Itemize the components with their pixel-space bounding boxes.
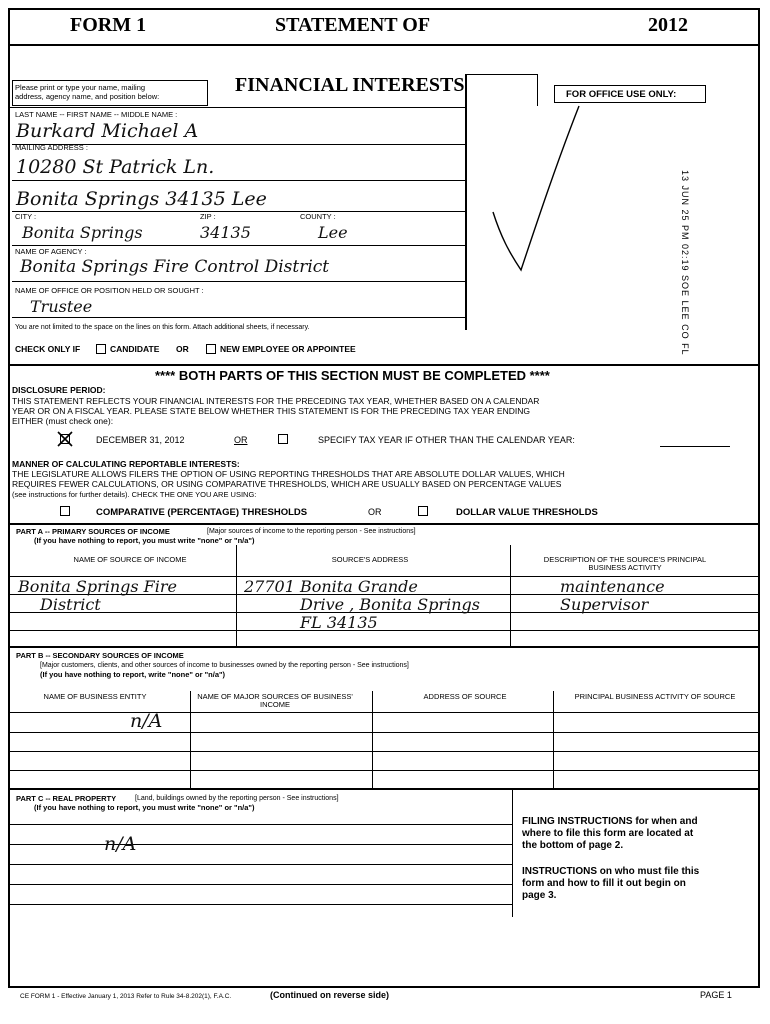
- part-b-entry: n/A: [130, 710, 163, 732]
- office-label: NAME OF OFFICE OR POSITION HELD OR SOUGHT :: [15, 286, 204, 295]
- part-b-col-sep-1: [190, 691, 191, 788]
- print-instruction-2: address, agency name, and position below:: [15, 92, 160, 101]
- part-b-col4-header: PRINCIPAL BUSINESS ACTIVITY OF SOURCE: [574, 692, 736, 701]
- part-b-title: PART B -- SECONDARY SOURCES OF INCOME: [16, 651, 184, 660]
- dollar-value-checkbox[interactable]: [418, 506, 428, 516]
- dollar-value-label: DOLLAR VALUE THRESHOLDS: [456, 507, 598, 518]
- part-c-row-rule-5: [10, 904, 512, 905]
- footer-page-number: PAGE 1: [700, 990, 732, 1000]
- city-label: CITY :: [15, 212, 37, 221]
- form-title-line1: STATEMENT OF: [275, 14, 431, 36]
- header-rule: [8, 44, 760, 46]
- specify-year-field[interactable]: [660, 446, 730, 447]
- agency-underline: [12, 281, 465, 282]
- county-value: Lee: [318, 223, 348, 242]
- specify-year-label: SPECIFY TAX YEAR IF OTHER THAN THE CALENDAR YEAR:: [318, 435, 575, 445]
- part-c-top-rule: [8, 788, 760, 790]
- part-c-row-rule-1: [10, 824, 512, 825]
- disclosure-text-1: THIS STATEMENT REFLECTS YOUR FINANCIAL INTERESTS FOR THE PRECEDING TAX YEAR, WHETHER BASED ON A CALENDAR: [12, 396, 540, 406]
- part-a-row1-address: 27701 Bonita Grande: [244, 577, 418, 596]
- part-a-row2-name: District: [40, 595, 101, 614]
- part-c-row-rule-3: [10, 864, 512, 865]
- part-b-row-rule-3: [10, 751, 758, 752]
- part-b-col-sep-2: [372, 691, 373, 788]
- zip-value: 34135: [200, 223, 251, 242]
- part-c-row-rule-4: [10, 884, 512, 885]
- filing-instructions: FILING INSTRUCTIONS for when and where to file this form are located at the bottom of page 2.: [522, 816, 698, 851]
- city-underline: [12, 245, 465, 246]
- check-only-label: CHECK ONLY IF: [15, 344, 81, 354]
- manner-text-3: (see instructions for further details). CHECK THE ONE YOU ARE USING:: [12, 490, 257, 499]
- specify-year-checkbox[interactable]: [278, 434, 288, 444]
- part-a-row2-address: Drive , Bonita Springs: [300, 595, 480, 614]
- mailing-value: 10280 St Patrick Ln.: [16, 156, 215, 178]
- name-label: LAST NAME -- FIRST NAME -- MIDDLE NAME :: [15, 110, 178, 119]
- period-or-label: OR: [234, 435, 248, 445]
- disclosure-text-2: YEAR OR ON A FISCAL YEAR. PLEASE STATE BELOW WHETHER THIS STATEMENT IS FOR THE PRECEDING TAX YEAR ENDING: [12, 406, 530, 416]
- part-c-instructions-sep: [512, 788, 513, 917]
- footer-form-ref: CE FORM 1 - Effective January 1, 2013 Refer to Rule 34-8.202(1), F.A.C.: [20, 993, 232, 1000]
- part-b-col-sep-3: [553, 691, 554, 788]
- part-a-top-rule: [8, 523, 760, 525]
- part-a-col3-header: DESCRIPTION OF THE SOURCE'S PRINCIPAL BUSINESS ACTIVITY: [543, 555, 707, 572]
- zip-label: ZIP :: [200, 212, 216, 221]
- dec31-check-mark: [56, 430, 74, 448]
- comparative-label: COMPARATIVE (PERCENTAGE) THRESHOLDS: [96, 507, 308, 518]
- part-b-top-rule: [8, 646, 760, 648]
- mailing-underline: [12, 180, 465, 181]
- agency-value: Bonita Springs Fire Control District: [20, 257, 330, 277]
- mailing-label: MAILING ADDRESS :: [15, 143, 88, 152]
- part-a-row-rule-4: [10, 630, 758, 631]
- agency-label: NAME OF AGENCY :: [15, 247, 87, 256]
- threshold-or-label: OR: [368, 507, 382, 517]
- disclosure-title: DISCLOSURE PERIOD:: [12, 385, 106, 395]
- form-id: FORM 1: [70, 14, 147, 36]
- manner-title: MANNER OF CALCULATING REPORTABLE INTERESTS:: [12, 459, 240, 469]
- office-use-label: FOR OFFICE USE ONLY:: [566, 89, 677, 100]
- part-b-col2-header: NAME OF MAJOR SOURCES OF BUSINESS' INCOME: [197, 692, 353, 709]
- disclosure-text-3: EITHER (must check one):: [12, 416, 114, 426]
- part-a-col1-header: NAME OF SOURCE OF INCOME: [73, 555, 187, 564]
- section-top-rule: [8, 364, 760, 366]
- identity-right-rule: [465, 74, 467, 330]
- name-value: Burkard Michael A: [16, 120, 199, 142]
- part-a-subnote: (If you have nothing to report, you must write "none" or "n/a"): [34, 536, 255, 545]
- dec31-label: DECEMBER 31, 2012: [96, 435, 185, 445]
- part-c-title: PART C -- REAL PROPERTY: [16, 794, 117, 803]
- received-stamp: 13 JUN 25 PM 02:19 SOE LEE CO FL: [680, 170, 690, 356]
- who-must-file-instructions: INSTRUCTIONS on who must file this form and how to fill it out begin on page 3.: [522, 866, 700, 901]
- space-notice: You are not limited to the space on the lines on this form. Attach additional sheets, if necessary.: [15, 324, 310, 331]
- office-checkmark: [475, 102, 585, 282]
- print-instruction-1: Please print or type your name, mailing: [15, 83, 146, 92]
- part-a-row3-address: FL 34135: [300, 613, 378, 632]
- part-b-row-rule-4: [10, 770, 758, 771]
- office-value: Trustee: [30, 297, 93, 316]
- new-employee-checkbox[interactable]: [206, 344, 216, 354]
- part-b-row-rule-1: [10, 712, 758, 713]
- part-c-row-rule-2: [10, 844, 512, 845]
- check-or-label: OR: [176, 344, 189, 354]
- part-b-note-2: (If you have nothing to report, write "none" or "n/a"): [40, 670, 226, 679]
- part-a-row1-name: Bonita Springs Fire: [18, 577, 178, 596]
- form-title-line2: FINANCIAL INTERESTS: [235, 74, 465, 96]
- new-employee-label: NEW EMPLOYEE OR APPOINTEE: [220, 344, 356, 354]
- part-c-title-note: [Land, buildings owned by the reporting person - See instructions]: [135, 795, 339, 802]
- part-a-title-note: [Major sources of income to the reporting person - See instructions]: [207, 528, 416, 535]
- candidate-checkbox[interactable]: [96, 344, 106, 354]
- form-year: 2012: [648, 14, 688, 36]
- part-c-entry: n/A: [104, 833, 137, 855]
- part-b-col3-header: ADDRESS OF SOURCE: [423, 692, 507, 701]
- part-a-col-sep-1: [236, 545, 237, 646]
- part-b-note-1: [Major customers, clients, and other sources of income to businesses owned by the reporting person - See instructions]: [40, 662, 409, 669]
- part-a-row2-activity: Supervisor: [560, 595, 649, 614]
- address-line2-value: Bonita Springs 34135 Lee: [16, 188, 267, 210]
- both-parts-heading: **** BOTH PARTS OF THIS SECTION MUST BE COMPLETED ****: [155, 368, 550, 383]
- part-a-col-sep-2: [510, 545, 511, 646]
- part-a-title: PART A -- PRIMARY SOURCES OF INCOME: [16, 527, 170, 536]
- footer-continued: (Continued on reverse side): [270, 990, 390, 1000]
- part-a-col2-header: SOURCE'S ADDRESS: [331, 555, 409, 564]
- city-value: Bonita Springs: [22, 223, 143, 242]
- name-underline: [12, 144, 465, 145]
- county-label: COUNTY :: [300, 212, 336, 221]
- title-box-top: [465, 74, 537, 75]
- address-line2-underline: [12, 211, 465, 212]
- office-underline: [12, 317, 465, 318]
- part-b-col1-header: NAME OF BUSINESS ENTITY: [43, 692, 147, 701]
- candidate-label: CANDIDATE: [110, 344, 160, 354]
- identity-top-rule: [8, 107, 466, 108]
- part-b-row-rule-2: [10, 732, 758, 733]
- manner-text-2: REQUIRES FEWER CALCULATIONS, OR USING COMPARATIVE THRESHOLDS, WHICH ARE USUALLY BASED ON PERCENTAGE VALUES: [12, 479, 562, 489]
- comparative-checkbox[interactable]: [60, 506, 70, 516]
- part-a-row1-activity: maintenance: [560, 577, 665, 596]
- part-c-subnote: (If you have nothing to report, you must write "none" or "n/a"): [34, 803, 255, 812]
- manner-text-1: THE LEGISLATURE ALLOWS FILERS THE OPTION OF USING REPORTING THRESHOLDS THAT ARE ABSOLUTE DOLLAR VALUES, WHICH: [12, 469, 565, 479]
